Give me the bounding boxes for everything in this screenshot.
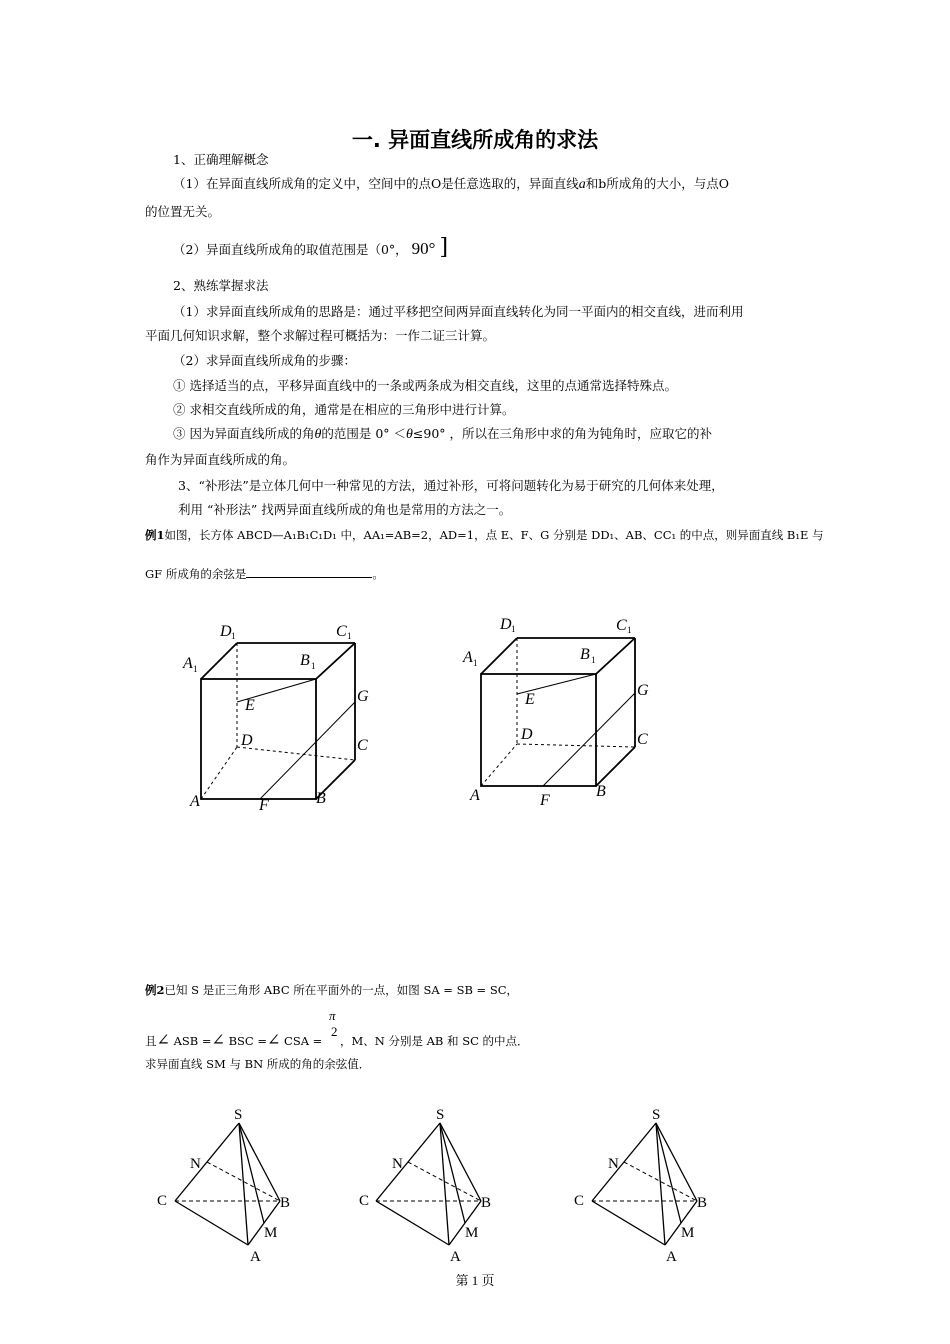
example1-question: GF 所成角的余弦是 。 [145, 567, 384, 581]
example1-text: 例1如图，长方体 ABCD—A₁B₁C₁D₁ 中，AA₁=AB=2，AD=1，点 E、F、G 分别是 DD₁、AB、CC₁ 的中点，则异面直线 B₁E 与 [145, 528, 824, 542]
example2-text: 例2已知 S 是正三角形 ABC 所在平面外的一点，如图 SA = SB = SC， [145, 983, 519, 997]
cube-figure-2 [450, 605, 690, 825]
label-A: A [450, 1249, 461, 1265]
label-B: B [481, 1195, 492, 1211]
fraction-denominator: 2 [331, 1024, 338, 1039]
label-B1: B [300, 652, 310, 669]
label-A1: A [463, 649, 473, 666]
label-S: S [652, 1107, 661, 1123]
label-A: A [250, 1249, 261, 1265]
label-S: S [234, 1107, 243, 1123]
svg-text:1: 1 [347, 631, 352, 641]
label-F: F [259, 797, 269, 814]
label-N: N [190, 1156, 201, 1172]
label-D: D [241, 732, 253, 749]
section2-paragraph1-cont: 平面几何知识求解，整个求解过程可概括为：一作二证三计算。 [145, 328, 496, 343]
example2-condition: 且∠ ASB =∠ BSC =∠ CSA = ，M、N 分别是 AB 和 SC 的中点． [145, 1030, 529, 1049]
label-C: C [357, 737, 368, 754]
step-3-cont: 角作为异面直线所成的角。 [145, 452, 296, 467]
section2-heading: 2、熟练掌握求法 [173, 278, 269, 293]
step-2: ② 求相交直线所成的角，通常是在相应的三角形中进行计算。 [173, 402, 515, 417]
label-M: M [264, 1225, 278, 1241]
label-C: C [574, 1193, 585, 1209]
label-B: B [697, 1195, 708, 1211]
label-E: E [245, 697, 255, 714]
label-N: N [608, 1156, 619, 1172]
section1-paragraph1-cont: 的位置无关。 [145, 204, 221, 219]
answer-blank [246, 565, 372, 578]
step-3: ③ 因为异面直线所成的角θ的范围是 0° ＜θ≤90° ，所以在三角形中求的角为钝角时，应取它的补 [173, 426, 713, 442]
page-footer: 第 1 页 [455, 1273, 495, 1288]
label-C1: C [336, 623, 347, 640]
label-A: A [666, 1249, 677, 1265]
label-F: F [540, 792, 550, 809]
tetrahedron-figure-1 [150, 1105, 300, 1265]
label-B: B [316, 790, 326, 807]
label-C: C [637, 731, 648, 748]
label-G: G [357, 688, 369, 705]
tetrahedron-figure-3 [565, 1105, 715, 1265]
label-N: N [392, 1156, 403, 1172]
page-title: 一. 异面直线所成角的求法 [351, 128, 599, 152]
fraction-numerator: π [329, 1008, 336, 1023]
section3-paragraph1: 3、“补形法”是立体几何中一种常见的方法，通过补形，可将问题转化为易于研究的几何体来处理， [178, 478, 724, 493]
label-C: C [157, 1193, 168, 1209]
section1-heading: 1、正确理解概念 [173, 152, 269, 167]
example1-label: 例1 [145, 528, 165, 542]
label-E: E [525, 691, 535, 708]
label-C: C [359, 1193, 370, 1209]
label-B: B [596, 783, 606, 800]
section2-paragraph2: （2）求异面直线所成角的步骤： [173, 353, 356, 368]
svg-text:1: 1 [311, 661, 316, 671]
svg-text:1: 1 [193, 664, 198, 674]
label-A: A [470, 787, 480, 804]
label-D: D [521, 726, 533, 743]
label-B1: B [580, 646, 590, 663]
step-1: ① 选择适当的点，平移异面直线中的一条或两条成为相交直线，这里的点通常选择特殊点。 [173, 378, 677, 393]
label-A: A [190, 793, 200, 810]
tetrahedron-figure-2 [350, 1105, 500, 1265]
svg-text:1: 1 [511, 624, 516, 634]
section1-paragraph1: （1）在异面直线所成角的定义中，空间中的点O是任意选取的，异面直线a和b所成角的大小，与点O [173, 176, 729, 192]
label-D1: D [500, 616, 512, 633]
cube-figure-1 [170, 610, 410, 830]
label-B: B [280, 1195, 291, 1211]
label-A1: A [183, 655, 193, 672]
svg-text:1: 1 [473, 658, 478, 668]
label-M: M [465, 1225, 479, 1241]
label-C1: C [616, 617, 627, 634]
label-S: S [436, 1107, 445, 1123]
variable-a: a [578, 177, 586, 192]
svg-text:1: 1 [627, 625, 632, 635]
section2-paragraph1: （1）求异面直线所成角的思路是：通过平移把空间两异面直线转化为同一平面内的相交直线，进而利用 [173, 304, 744, 319]
label-D1: D [220, 623, 232, 640]
label-G: G [637, 682, 649, 699]
example2-label: 例2 [145, 983, 165, 997]
section1-paragraph2: （2）异面直线所成角的取值范围是（0°， 90° ] [173, 235, 449, 260]
svg-text:1: 1 [231, 631, 236, 641]
svg-text:1: 1 [591, 655, 596, 665]
section3-paragraph2: 利用 “补形法” 找两异面直线所成的角也是常用的方法之一。 [178, 502, 512, 517]
label-M: M [681, 1225, 695, 1241]
example2-question: 求异面直线 SM 与 BN 所成的角的余弦值． [145, 1057, 371, 1071]
